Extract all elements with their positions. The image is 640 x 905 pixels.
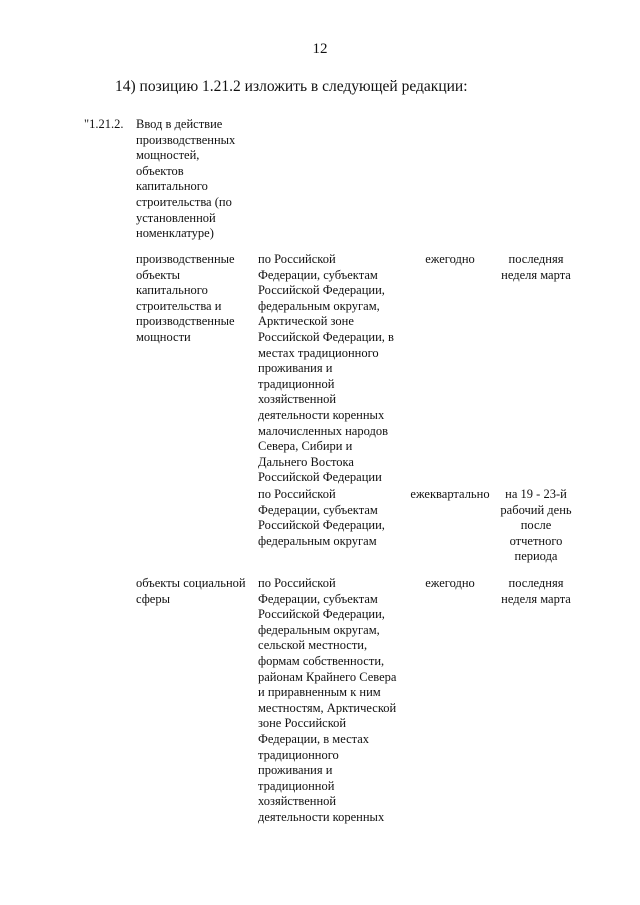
- row-3-breakdown: по Российской Федерации, субъектам Российской Федерации, федеральным округам, сельской местности, формам собственности, районам Крайнего Севера и приравненным к ним местностям, Арктической зоне Российской Федерации, в местах традиционного проживания и традиционной хозяйственной деятельности коренных: [258, 576, 397, 824]
- row-2-frequency: ежеквартально: [410, 487, 490, 501]
- row-2-breakdown: по Российской Федерации, субъектам Российской Федерации, федеральным округам: [258, 487, 385, 548]
- row-1-deadline: последняя неделя марта: [501, 252, 571, 282]
- row-2-deadline: на 19 - 23-й рабочий день после отчетного периода: [500, 487, 572, 564]
- row-3-frequency: ежегодно: [425, 576, 475, 590]
- row-3-deadline: последняя неделя марта: [501, 576, 571, 606]
- row-3-indicator: объекты социальной сферы: [136, 576, 246, 606]
- page-number: 12: [312, 41, 328, 57]
- row-1-frequency: ежегодно: [425, 252, 475, 266]
- position-code: "1.21.2.: [84, 117, 124, 131]
- amendment-instruction: 14) позицию 1.21.2 изложить в следующей редакции:: [115, 78, 468, 95]
- position-heading: Ввод в действие производственных мощностей, объектов капитального строительства (по установленной номенклатуре): [136, 117, 236, 241]
- row-1-breakdown: по Российской Федерации, субъектам Российской Федерации, федеральным округам, Арктической зоне Российской Федерации, в местах традиционного проживания и традиционной хозяйственной деятельности коренных малочисленных народов Севера, Сибири и Дальнего Востока Российской Федерации: [258, 252, 394, 485]
- row-1-indicator: производственные объекты капитального строительства и производственные мощности: [136, 252, 235, 344]
